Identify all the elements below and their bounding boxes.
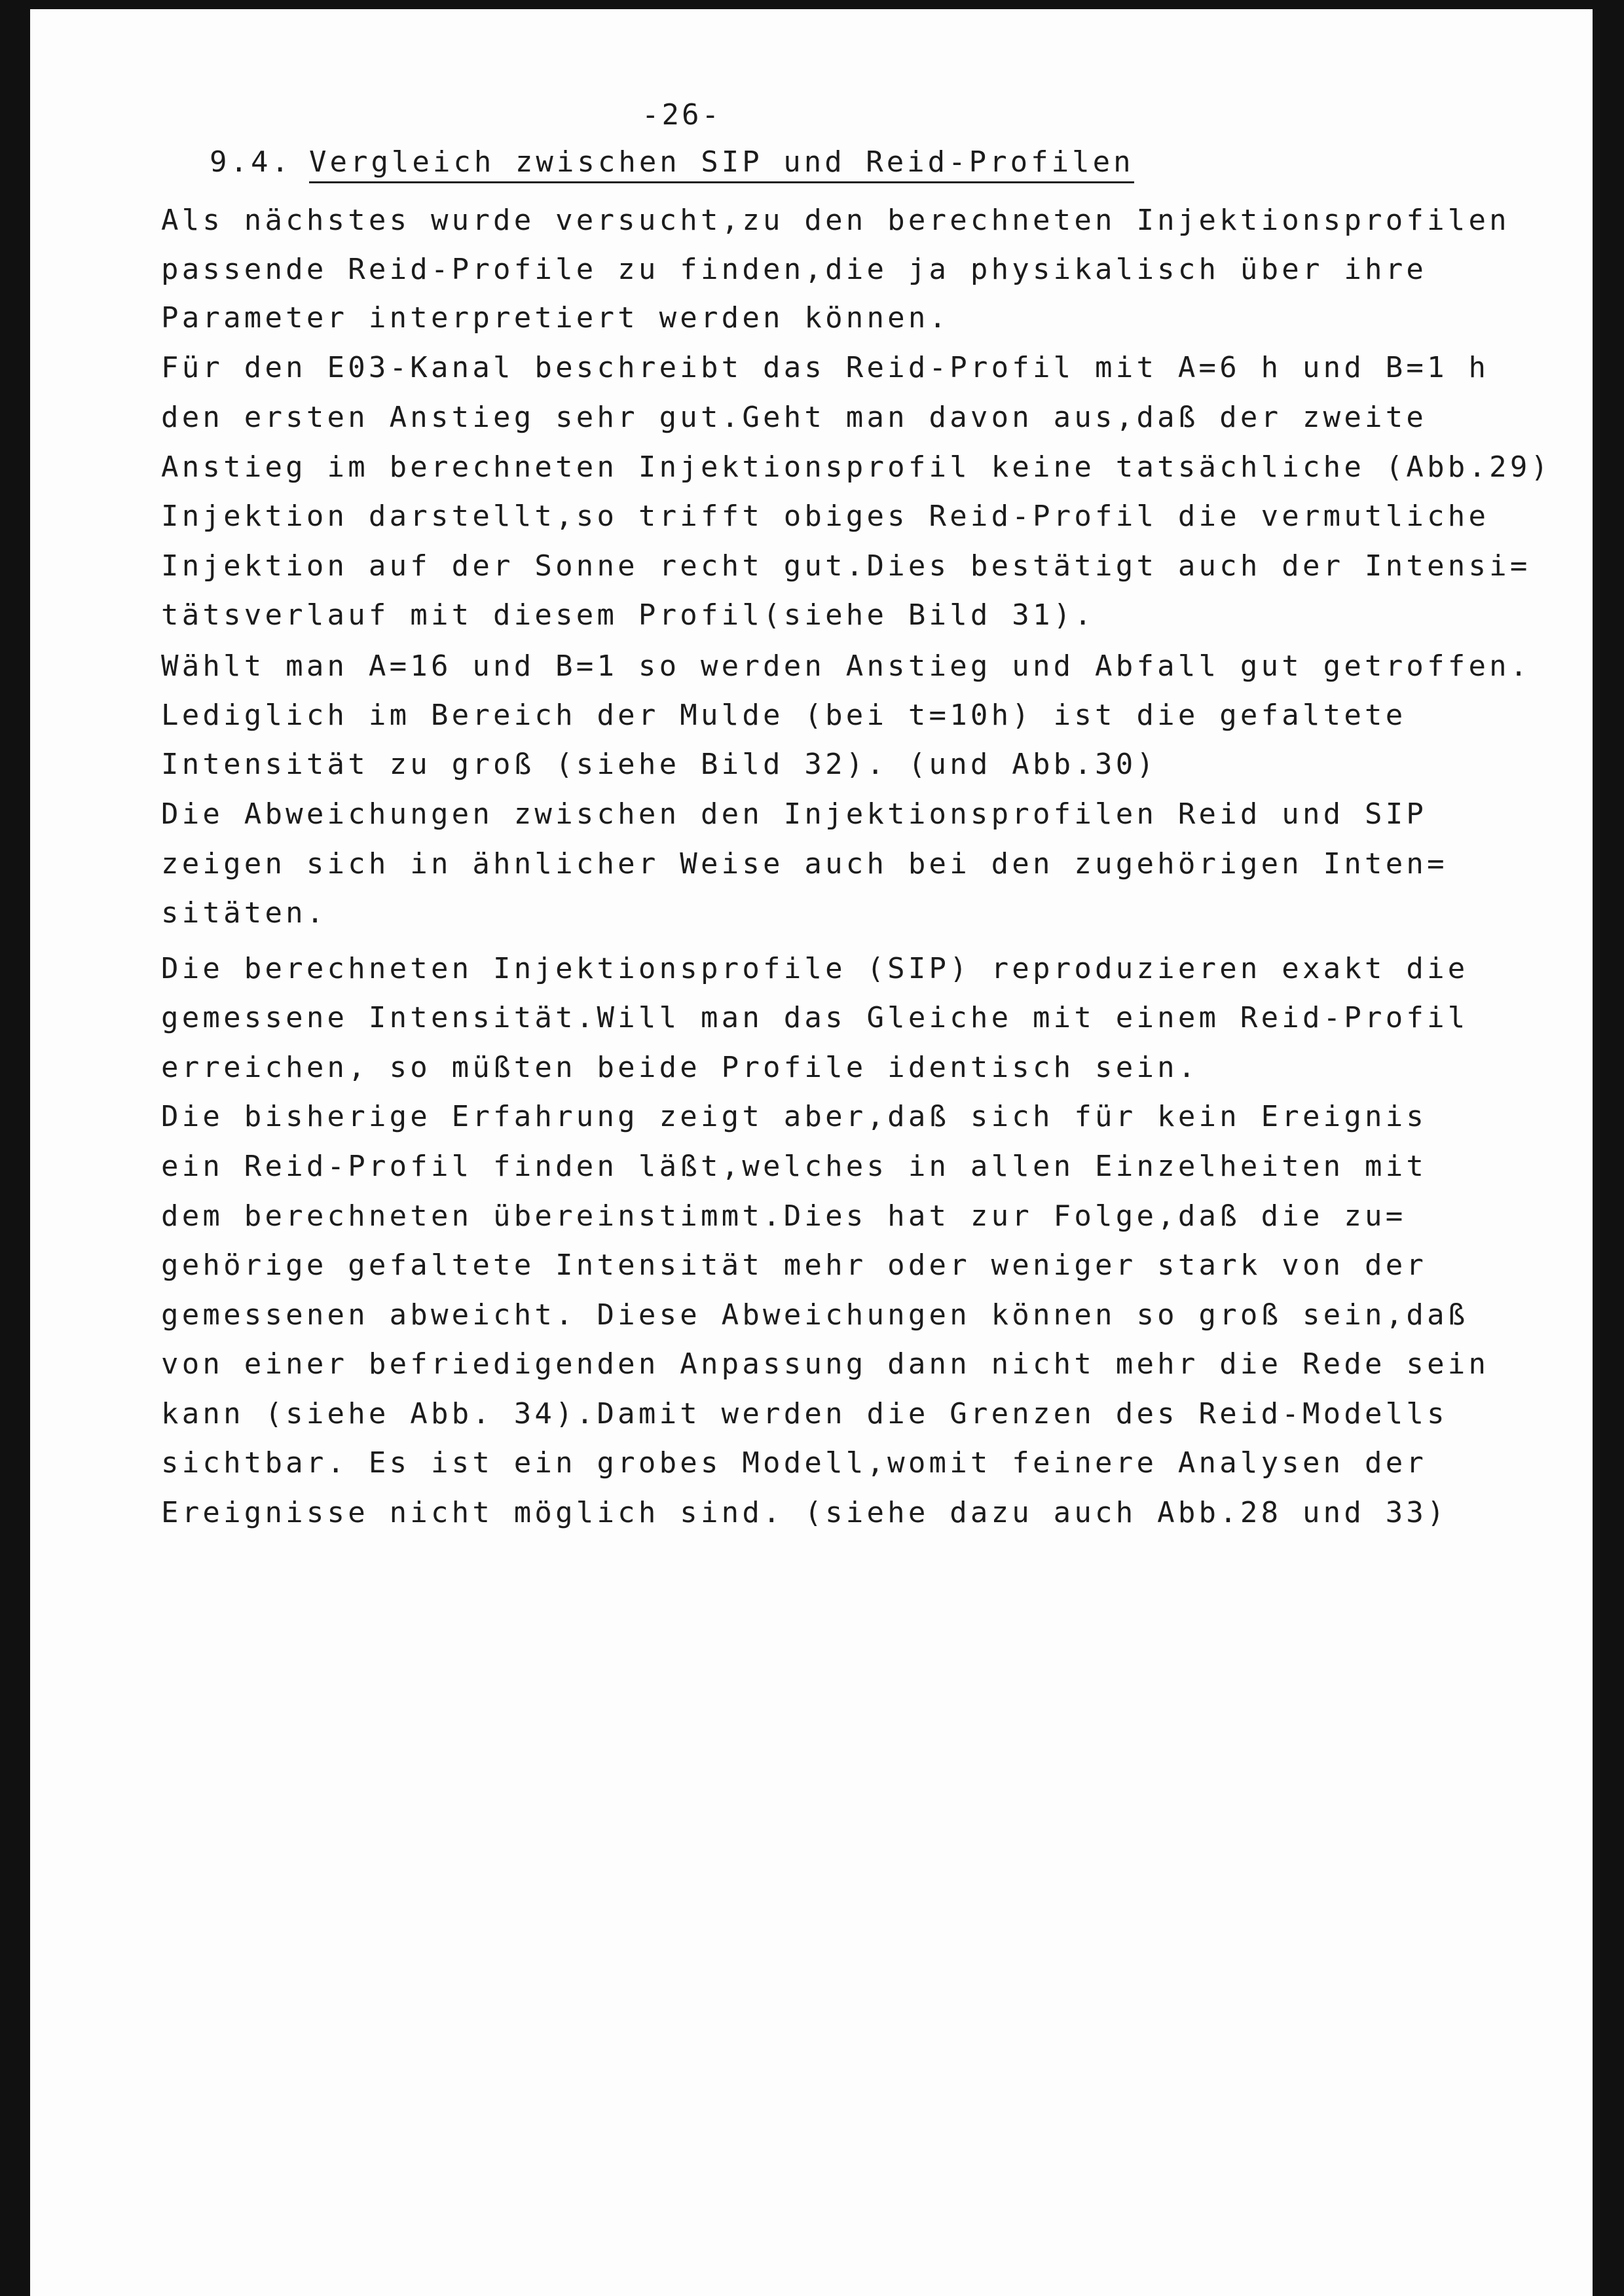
body-line: ein Reid-Profil finden läßt,welches in allen Einzelheiten mit	[161, 1150, 1428, 1183]
body-line: kann (siehe Abb. 34).Damit werden die Grenzen des Reid-Modells	[161, 1397, 1448, 1430]
section-heading	[210, 145, 1134, 179]
body-line: tätsverlauf mit diesem Profil(siehe Bild 31).	[161, 598, 1096, 632]
body-line: Ereignisse nicht möglich sind. (siehe dazu auch Abb.28 und 33)	[161, 1496, 1448, 1529]
body-line: passende Reid-Profile zu finden,die ja physikalisch über ihre	[161, 253, 1428, 286]
body-line: Die bisherige Erfahrung zeigt aber,daß sich für kein Ereignis	[161, 1100, 1428, 1133]
scan-border-top	[0, 0, 1624, 9]
body-line: Für den E03-Kanal beschreibt das Reid-Profil mit A=6 h und B=1 h	[161, 351, 1490, 384]
body-line: sitäten.	[161, 896, 327, 930]
body-line: Wählt man A=16 und B=1 so werden Anstieg und Abfall gut getroffen.	[161, 649, 1531, 683]
body-line: Intensität zu groß (siehe Bild 32). (und Abb.30)	[161, 748, 1158, 781]
body-line: Injektion auf der Sonne recht gut.Dies bestätigt auch der Intensi=	[161, 549, 1531, 583]
body-line: Als nächstes wurde versucht,zu den berechneten Injektionsprofilen	[161, 204, 1510, 237]
body-line: gemessene Intensität.Will man das Gleiche mit einem Reid-Profil	[161, 1001, 1469, 1034]
page-number: -26-	[642, 98, 722, 132]
body-line: sichtbar. Es ist ein grobes Modell,womit feinere Analysen der	[161, 1446, 1428, 1480]
body-line: Die berechneten Injektionsprofile (SIP) reproduzieren exakt die	[161, 952, 1469, 985]
body-line: von einer befriedigenden Anpassung dann nicht mehr die Rede sein	[161, 1347, 1490, 1381]
body-line: gehörige gefaltete Intensität mehr oder weniger stark von der	[161, 1248, 1428, 1282]
scan-border-right	[1593, 0, 1624, 2296]
body-line: zeigen sich in ähnlicher Weise auch bei den zugehörigen Inten=	[161, 847, 1448, 881]
body-line: erreichen, so müßten beide Profile identisch sein.	[161, 1051, 1199, 1084]
body-line: Anstieg im berechneten Injektionsprofil keine tatsächliche (Abb.29)	[161, 450, 1552, 484]
body-line: den ersten Anstieg sehr gut.Geht man davon aus,daß der zweite	[161, 401, 1428, 434]
body-line: Die Abweichungen zwischen den Injektionsprofilen Reid und SIP	[161, 797, 1428, 831]
section-number: 9.4.	[210, 145, 292, 179]
scan-border-left	[0, 0, 30, 2296]
body-line: Parameter interpretiert werden können.	[161, 301, 950, 335]
section-title: Vergleich zwischen SIP und Reid-Profilen	[309, 145, 1134, 183]
body-line: gemessenen abweicht. Diese Abweichungen können so groß sein,daß	[161, 1298, 1469, 1332]
body-line: Lediglich im Bereich der Mulde (bei t=10h) ist die gefaltete	[161, 699, 1407, 732]
body-line: dem berechneten übereinstimmt.Dies hat zur Folge,daß die zu=	[161, 1199, 1407, 1233]
body-line: Injektion darstellt,so trifft obiges Reid-Profil die vermutliche	[161, 500, 1490, 533]
